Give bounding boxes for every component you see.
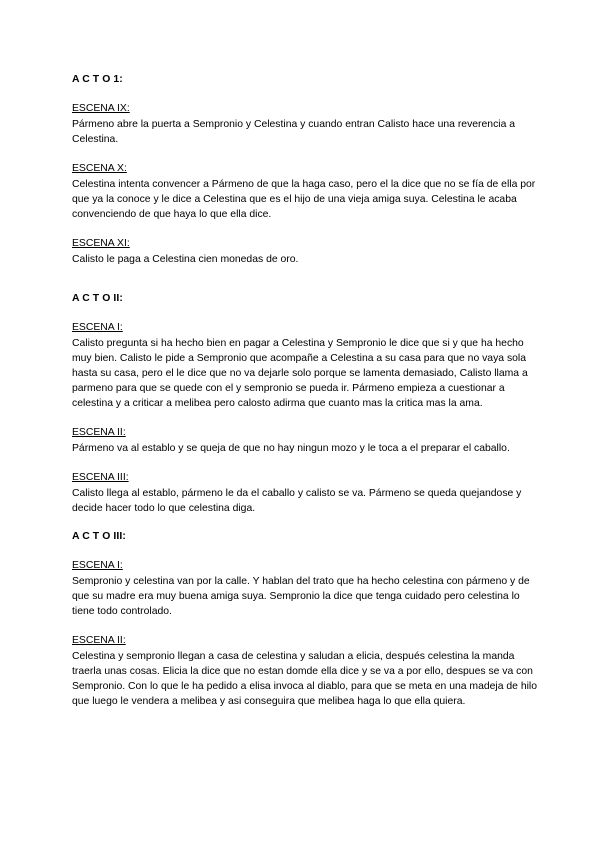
escena-text: Calisto le paga a Celestina cien monedas de oro. — [72, 254, 299, 265]
escena-block — [72, 237, 540, 267]
acto-3 — [72, 531, 540, 709]
escena-block — [72, 162, 540, 222]
escena-text: Celestina y sempronio llegan a casa de celestina y saludan a elicia, después celestina la manda traerla unas cosas. Elicia la dice que no estan domde ella dice y se va a por ello, despues se va con Sempronio. Con lo que le ha pedido a elisa invoca al diablo, para que se meta en una madeja de hilo que luego le vendera a melibea y asi conseguira que melibea haga lo que ella quiera. — [72, 651, 538, 707]
escena-title: ESCENA II: — [72, 427, 126, 438]
escena-text: Celestina intenta convencer a Pármeno de que la haga caso, pero el la dice que no se fía de ella por que ya la conoce y le dice a Celestina que es el hijo de una vieja amiga suya. Celestina le acaba convenciendo de que haya lo que ella dice. — [72, 179, 536, 220]
escena-block — [72, 321, 540, 411]
escena-text: Sempronio y celestina van por la calle. Y hablan del trato que ha hecho celestina con pármeno y de que su madre era muy buena amiga suya. Sempronio la dice que tenga cuidado pero celestina lo tiene todo controlado. — [72, 576, 530, 617]
escena-block — [72, 426, 540, 456]
acto-title: A C T O III: — [72, 531, 126, 542]
acto-1 — [72, 74, 540, 267]
escena-title: ESCENA I: — [72, 560, 123, 571]
escena-title: ESCENA III: — [72, 472, 129, 483]
acto-2 — [72, 293, 540, 516]
escena-text: Pármeno abre la puerta a Sempronio y Celestina y cuando entran Calisto hace una reverencia a Celestina. — [72, 119, 516, 145]
escena-title: ESCENA IX: — [72, 103, 130, 114]
escena-title: ESCENA II: — [72, 635, 126, 646]
acto-title: A C T O II: — [72, 293, 123, 304]
escena-text: Calisto llega al establo, pármeno le da el caballo y calisto se va. Pármeno se queda quejandose y decide hacer todo lo que celestina diga. — [72, 488, 522, 514]
escena-title: ESCENA XI: — [72, 238, 130, 249]
escena-title: ESCENA I: — [72, 322, 123, 333]
escena-block — [72, 634, 540, 709]
acto-title: A C T O 1: — [72, 74, 123, 85]
escena-block — [72, 559, 540, 619]
escena-text: Calisto pregunta si ha hecho bien en pagar a Celestina y Sempronio le dice que si y que ha hecho muy bien. Calisto le pide a Sempronio que acompañe a Celestina a su casa para que no vaya sola hasta su casa, pero el le dice que no va dejarle solo porque se lamenta demasiado, Calisto llama a parmeno para que se quede con el y sempronio se pueda ir. Pármeno empieza a cuestionar a celestina y a criticar a melibea pero calosto adirma que cuanto mas la critica mas la ama. — [72, 338, 528, 409]
escena-block — [72, 102, 540, 147]
escena-block — [72, 471, 540, 516]
escena-title: ESCENA X: — [72, 163, 127, 174]
escena-text: Pármeno va al establo y se queja de que no hay ningun mozo y le toca a el preparar el caballo. — [72, 443, 510, 454]
